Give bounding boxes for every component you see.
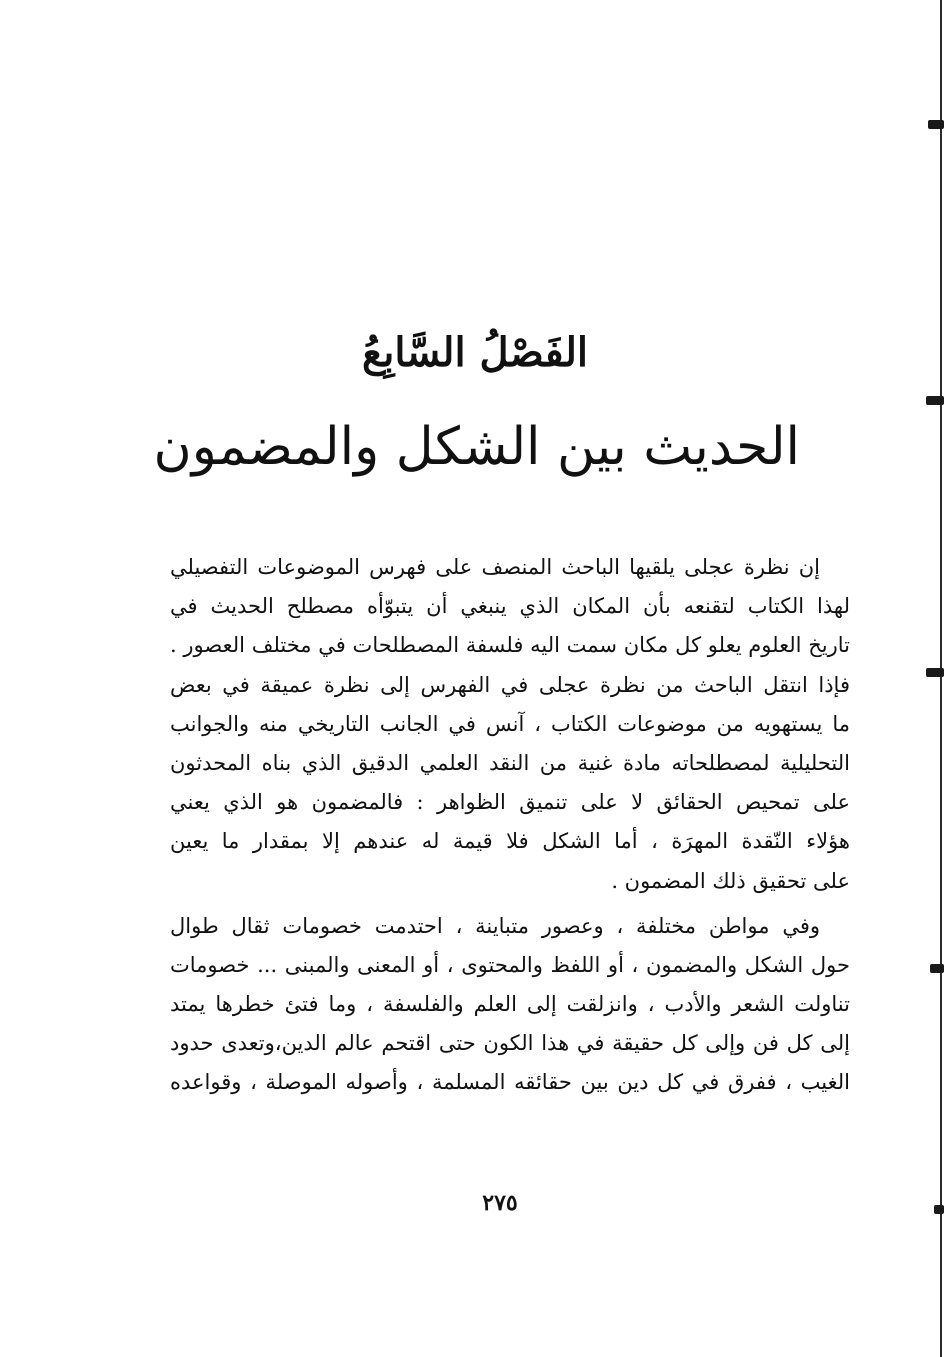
- text-line: إلى كل فن وإلى كل حقيقة في هذا الكون حتى اقتحم عالم الدين،وتعدى حدود: [170, 1031, 850, 1056]
- chapter-label: الفَصْلُ السَّابِعُ: [361, 329, 589, 376]
- scan-edge-mark: [926, 668, 944, 677]
- scan-edge-mark: [930, 964, 944, 973]
- text-line: وفي مواطن مختلفة ، وعصور متباينة ، احتدمت خصومات ثقال طوال: [170, 913, 820, 938]
- paragraph: [170, 548, 850, 666]
- text-line: التحليلية لمصطلحاته مادة غنية من النقد العلمي الدقيق الذي بناه المحدثون: [170, 750, 850, 775]
- text-line: هؤلاء النّقدة المهرَة ، أما الشكل فلا قيمة له عندهم إلا بمقدار ما يعين: [170, 829, 850, 854]
- scan-edge-line: [940, 0, 942, 1357]
- body-text: [170, 548, 850, 1103]
- scan-edge-mark: [928, 120, 944, 129]
- page-number: ٢٧٥: [482, 1190, 518, 1216]
- text-line: على تمحيص الحقائق لا على تنميق الظواهر : فالمضمون هو الذي يعني: [170, 790, 850, 815]
- text-line: تاريخ العلوم يعلو كل مكان سمت اليه فلسفة المصطلحات في مختلف العصور .: [170, 633, 850, 658]
- paragraph: [170, 907, 850, 1103]
- scan-edge-mark: [926, 396, 944, 405]
- text-line: فإذا انتقل الباحث من نظرة عجلى في الفهرس إلى نظرة عميقة في بعض: [170, 672, 850, 697]
- paragraph: [170, 666, 850, 901]
- text-line: لهذا الكتاب لتقنعه بأن المكان الذي ينبغي أن يتبوّأه مصطلح الحديث في: [170, 594, 850, 619]
- scan-edge-mark: [934, 1205, 944, 1214]
- text-line: على تحقيق ذلك المضمون .: [611, 868, 850, 893]
- text-line: ما يستهويه من موضوعات الكتاب ، آنس في الجانب التاريخي منه والجوانب: [170, 711, 850, 736]
- text-line: الغيب ، ففرق في كل دين بين حقائقه المسلمة ، وأصوله الموصلة ، وقواعده: [170, 1070, 850, 1095]
- text-line: إن نظرة عجلى يلقيها الباحث المنصف على فهرس الموضوعات التفصيلي: [170, 555, 820, 579]
- text-line: تناولت الشعر والأدب ، وانزلقت إلى العلم والفلسفة ، وما فتئ خطرها يمتد: [170, 992, 850, 1017]
- text-line: حول الشكل والمضمون ، أو اللفظ والمحتوى ، أو المعنى والمبنى ... خصومات: [170, 952, 850, 977]
- chapter-title: الحديث بين الشكل والمضمون: [153, 417, 800, 477]
